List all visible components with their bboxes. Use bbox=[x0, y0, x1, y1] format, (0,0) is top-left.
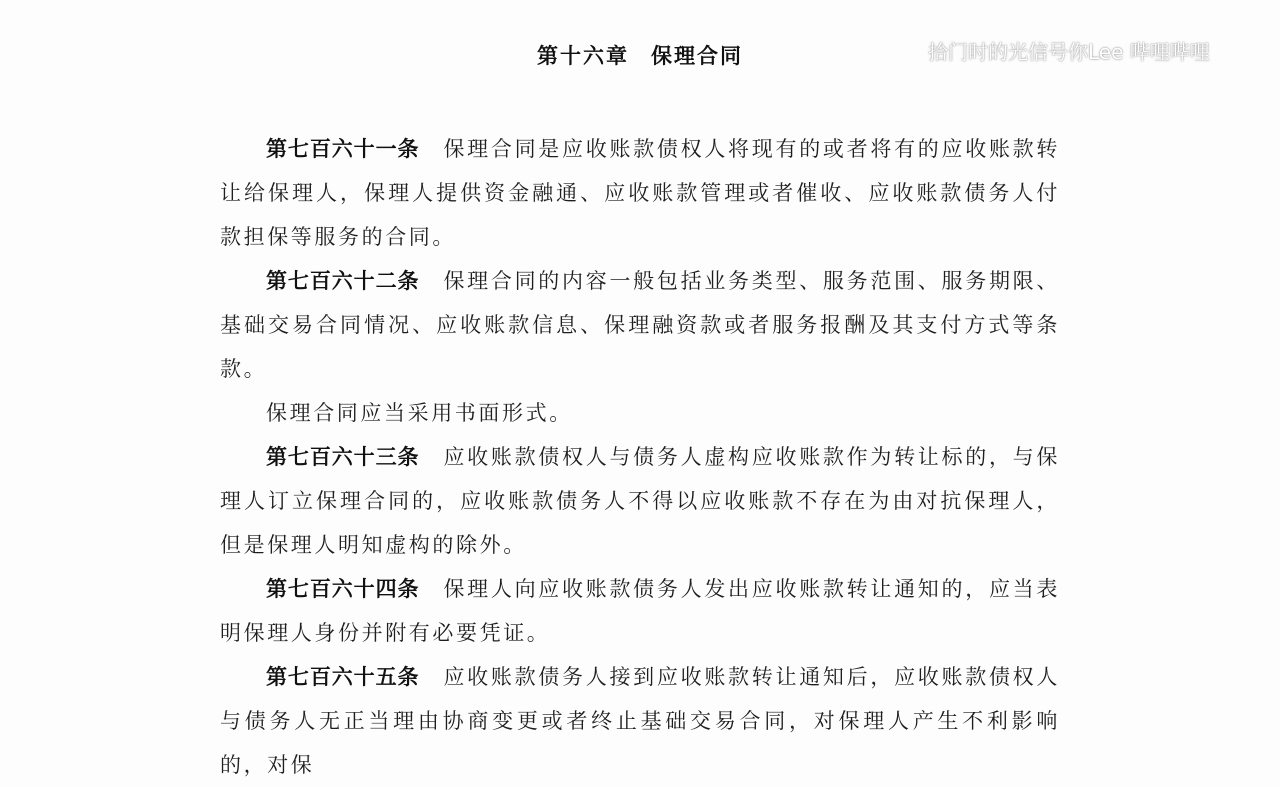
article-paragraph bbox=[220, 259, 1060, 391]
article-number: 第七百六十一条 bbox=[266, 137, 420, 161]
article-paragraph bbox=[220, 127, 1060, 259]
article-text: 应收账款债务人接到应收账款转让通知后，应收账款债权人与债务人无正当理由协商变更或者终止基础交易合同，对保理人产生不利影响的，对保 bbox=[220, 665, 1060, 777]
article-paragraph bbox=[220, 391, 1060, 435]
chapter-number: 第十六章 bbox=[537, 44, 629, 68]
article-number: 第七百六十五条 bbox=[266, 665, 420, 689]
article-paragraph bbox=[220, 435, 1060, 567]
article-number: 第七百六十四条 bbox=[266, 577, 420, 601]
chapter-title bbox=[0, 40, 1280, 70]
article-number: 第七百六十二条 bbox=[266, 269, 420, 293]
article-text: 保理合同应当采用书面形式。 bbox=[266, 401, 573, 425]
article-text: 保理人向应收账款债务人发出应收账款转让通知的，应当表明保理人身份并附有必要凭证。 bbox=[220, 577, 1060, 645]
article-paragraph bbox=[220, 567, 1060, 655]
article-text: 应收账款债权人与债务人虚构应收账款作为转让标的，与保理人订立保理合同的，应收账款债务人不得以应收账款不存在为由对抗保理人，但是保理人明知虚构的除外。 bbox=[220, 445, 1060, 557]
article-paragraph bbox=[220, 655, 1060, 787]
article-text: 保理合同是应收账款债权人将现有的或者将有的应收账款转让给保理人，保理人提供资金融通、应收账款管理或者催收、应收账款债务人付款担保等服务的合同。 bbox=[220, 137, 1060, 249]
article-number: 第七百六十三条 bbox=[266, 445, 420, 469]
article-text: 保理合同的内容一般包括业务类型、服务范围、服务期限、基础交易合同情况、应收账款信息、保理融资款或者服务报酬及其支付方式等条款。 bbox=[220, 269, 1060, 381]
chapter-name: 保理合同 bbox=[651, 44, 743, 68]
document-body bbox=[220, 127, 1060, 787]
video-watermark: 拾门时的光信号你Lee 哔哩哔哩 bbox=[928, 40, 1210, 64]
